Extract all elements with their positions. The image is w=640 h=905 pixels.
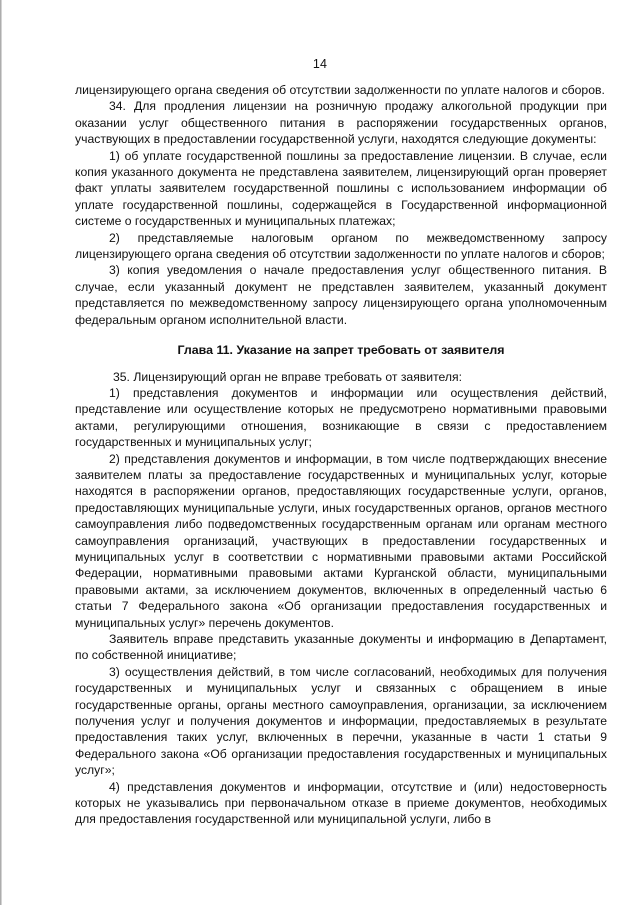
paragraph-34-item-2: 2) представляемые налоговым органом по межведомственному запросу лицензирующего органа сведения об отсутствии задолженности по уплате налогов и сборов; [75,230,607,262]
paragraph-34: 34. Для продления лицензии на розничную продажу алкогольной продукции при оказании услуг общественного питания в распоряжении государственных органов, участвующих в предоставлении государственной услуги, находятся следующие документы: [75,99,607,147]
scan-edge [0,0,2,905]
paragraph-continuation: лицензирующего органа сведения об отсутствии задолженности по уплате налогов и сборов. [75,83,605,97]
document-body [75,82,607,828]
page-number: 14 [312,57,328,71]
paragraph-34-item-3: 3) копия уведомления о начале предоставления услуг общественного питания. В случае, если указанный документ не представлен заявителем, указанный документ представляется по межведомственному запросу лицензирующего органа уполномоченным федеральным органом исполнительной власти. [75,263,607,327]
paragraph-35-applicant-right: Заявитель вправе представить указанные документы и информацию в Департамент, по собственной инициативе; [75,632,607,663]
paragraph-34-item-1: 1) об уплате государственной пошлины за предоставление лицензии. В случае, если копия указанного документа не представлена заявителем, лицензирующий орган проверяет факт уплаты заявителем государственной пошлины с использованием информации об уплате государственной пошлины, содержащейся в Государственной информационной системе о государственных и муниципальных платежах; [75,148,607,229]
paragraph-35-item-1: 1) представления документов и информации или осуществления действий, представление или осуществление которых не предусмотрено нормативными правовыми актами, регулирующими отношения, возникающие в связи с предоставлением государственных и муниципальных услуг; [75,385,607,450]
paragraph-35-item-2: 2) представления документов и информации, в том числе подтверждающих внесение заявителем платы за предоставление государственных и муниципальных услуг, которые находятся в распоряжении органов, предоставляющих государственные услуги, органов, предоставляющих муниципальные услуги, иных государственных органов, органов местного самоуправления либо подведомственных государственным органам или органам местного самоуправления организаций, участвующих в предоставлении государственных и муниципальных услуг в соответствии с нормативными правовыми актами Российской Федерации, нормативными правовыми актами Курганской области, муниципальными правовыми актами, за исключением документов, включенных в определенный частью 6 статьи 7 Федерального закона «Об организации предоставления государственных и муниципальных услуг» перечень документов. [75,451,607,630]
paragraph-35-item-4: 4) представления документов и информации, отсутствие и (или) недостоверность которых не указывались при первоначальном отказе в приеме документов, необходимых для предоставления государственной или муниципальной услуги, либо в [75,779,607,827]
paragraph-35: 35. Лицензирующий орган не вправе требовать от заявителя: [113,369,463,384]
paragraph-35-item-3: 3) осуществления действий, в том числе согласований, необходимых для получения государственных и муниципальных услуг и связанных с обращением в иные государственные органы, органы местного самоуправления, организации, за исключением получения услуг и получения документов и информации, предоставляемых в результате предоставления таких услуг, включенных в перечни, указанные в части 1 статьи 9 Федерального закона «Об организации предоставления государственных и муниципальных услуг»; [75,664,607,778]
chapter-heading: Глава 11. Указание на запрет требовать от заявителя [177,343,505,358]
